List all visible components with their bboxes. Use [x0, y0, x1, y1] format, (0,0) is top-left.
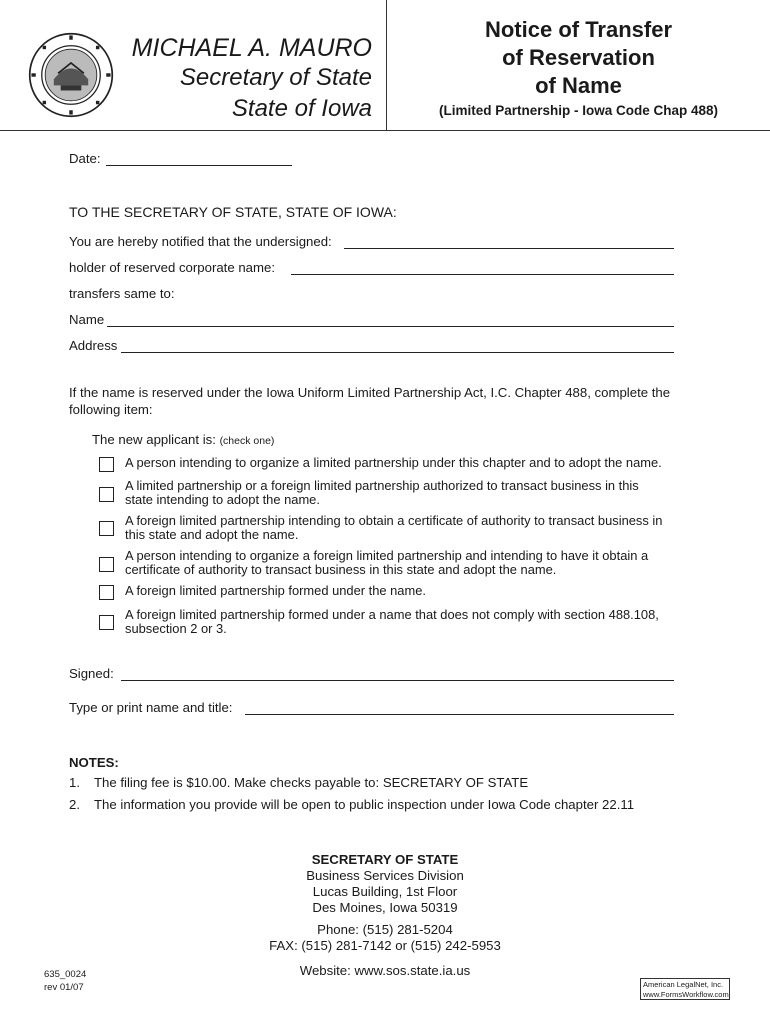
- instruction-line-2: following item:: [69, 402, 153, 417]
- transferee-address-field[interactable]: [121, 339, 674, 353]
- instruction-line-1: If the name is reserved under the Iowa Uniform Limited Partnership Act, I.C. Chapter 488, complete the: [69, 385, 671, 400]
- form-revision: rev 01/07: [44, 982, 84, 993]
- option-label-4: [125, 549, 715, 577]
- note-text: The filing fee is $10.00. Make checks payable to: SECRETARY OF STATE: [94, 775, 529, 790]
- option-label-6: [125, 608, 715, 636]
- form-subtitle: (Limited Partnership - Iowa Code Chap 488): [438, 103, 719, 118]
- option-1-line-1: A person intending to organize a limited partnership under this chapter and to adopt the name.: [125, 455, 662, 470]
- name-label: Name: [69, 312, 105, 327]
- note-number: 1.: [69, 775, 80, 790]
- option-checkbox-2[interactable]: [99, 487, 114, 502]
- option-checkbox-3[interactable]: [99, 521, 114, 536]
- contact-office: SECRETARY OF STATE: [311, 852, 459, 867]
- option-label-5: [125, 584, 715, 598]
- applicant-hint: (check one): [219, 435, 275, 447]
- officer-title: Secretary of State: [179, 64, 372, 91]
- option-label-3: [125, 514, 715, 542]
- header-officer-panel: [0, 0, 387, 131]
- signed-label: Signed:: [69, 666, 114, 681]
- option-5-line-1: A foreign limited partnership formed under the name.: [125, 583, 426, 598]
- form-number: 635_0024: [44, 969, 87, 980]
- form-title-line-2: of Reservation: [502, 45, 655, 70]
- print-name-label: Type or print name and title:: [69, 700, 233, 715]
- option-6-line-2: subsection 2 or 3.: [125, 621, 227, 636]
- option-4-line-2: certificate of authority to transact business in this state and adopt the name.: [125, 562, 557, 577]
- form-title-line-1: Notice of Transfer: [484, 17, 673, 42]
- option-2-line-1: A limited partnership or a foreign limited partnership authorized to transact business in this: [125, 478, 639, 493]
- form-title-line-3: of Name: [535, 73, 622, 98]
- reserved-name-field[interactable]: [291, 261, 674, 275]
- publisher-name: American LegalNet, Inc.: [643, 980, 724, 989]
- publisher-box: [640, 978, 730, 1000]
- holder-label: holder of reserved corporate name:: [69, 260, 275, 275]
- option-checkbox-6[interactable]: [99, 615, 114, 630]
- applicant-label: [92, 432, 274, 447]
- note-item-1: [69, 775, 529, 790]
- option-3-line-2: this state and adopt the name.: [125, 527, 299, 542]
- undersigned-label: You are hereby notified that the undersigned:: [69, 234, 332, 249]
- option-3-line-1: A foreign limited partnership intending to obtain a certificate of authority to transact business in: [125, 513, 663, 528]
- address-label: Address: [69, 338, 118, 353]
- contact-building: Lucas Building, 1st Floor: [312, 884, 458, 899]
- date-label: Date:: [69, 151, 101, 166]
- notes-heading: NOTES:: [69, 755, 119, 770]
- option-checkbox-4[interactable]: [99, 557, 114, 572]
- print-name-field[interactable]: [245, 701, 674, 715]
- contact-division: Business Services Division: [306, 868, 464, 883]
- option-checkbox-5[interactable]: [99, 585, 114, 600]
- publisher-url: www.FormsWorkflow.com: [643, 990, 729, 999]
- note-number: 2.: [69, 797, 80, 812]
- contact-website[interactable]: Website: www.sos.state.ia.us: [299, 963, 471, 978]
- date-field[interactable]: [106, 152, 292, 166]
- officer-name: MICHAEL A. MAURO: [131, 34, 372, 62]
- state-seal-icon: [28, 32, 114, 118]
- undersigned-field[interactable]: [344, 235, 674, 249]
- applicant-label-text: The new applicant is:: [92, 432, 216, 447]
- option-label-2: [125, 479, 715, 507]
- addressee-heading: TO THE SECRETARY OF STATE, STATE OF IOWA:: [69, 204, 397, 220]
- transferee-name-field[interactable]: [107, 313, 674, 327]
- option-checkbox-1[interactable]: [99, 457, 114, 472]
- officer-state: State of Iowa: [231, 95, 372, 122]
- note-item-2: [69, 797, 635, 812]
- option-2-line-2: state intending to adopt the name.: [125, 492, 320, 507]
- header-form-title-panel: [387, 0, 770, 131]
- option-label-1: [125, 456, 715, 470]
- option-4-line-1: A person intending to organize a foreign limited partnership and intending to have it obtain a: [125, 548, 649, 563]
- contact-phone: Phone: (515) 281-5204: [317, 922, 453, 937]
- signature-field[interactable]: [121, 667, 674, 681]
- note-text: The information you provide will be open to public inspection under Iowa Code chapter 22.11: [94, 797, 635, 812]
- option-6-line-1: A foreign limited partnership formed under a name that does not comply with section 488.108,: [125, 607, 659, 622]
- contact-fax: FAX: (515) 281-7142 or (515) 242-5953: [269, 938, 501, 953]
- transfers-label: transfers same to:: [69, 286, 175, 301]
- contact-city: Des Moines, Iowa 50319: [312, 900, 458, 915]
